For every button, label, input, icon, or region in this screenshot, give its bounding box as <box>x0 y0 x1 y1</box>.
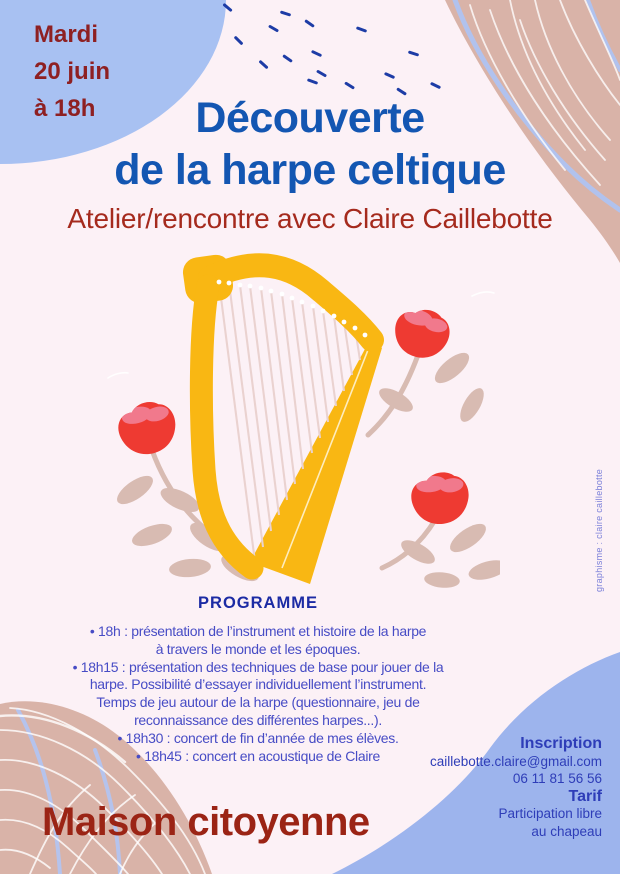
poster-title <box>0 92 620 196</box>
programme-heading: PROGRAMME <box>198 594 318 612</box>
tarif-line-2: au chapeau <box>531 823 602 839</box>
title-line-2: de la harpe celtique <box>114 146 506 194</box>
programme-item-line: harpe. Possibilité d’essayer individuellement l’instrument. <box>89 676 427 693</box>
foliage-right-top-icon <box>368 348 488 435</box>
title-line-1: Découverte <box>195 94 425 142</box>
programme-item-line: • 18h15 : présentation des techniques de base pour jouer de la <box>72 658 444 675</box>
date-line-hour: à 18h <box>34 95 96 122</box>
contact-email: caillebotte.claire@gmail.com <box>429 753 602 769</box>
graphic-design-credit: graphisme : claire caillebotte <box>594 468 604 592</box>
programme-item-line: • 18h45 : concert en acoustique de Claire <box>136 747 380 764</box>
programme-item-line: reconnaissance des différentes harpes...). <box>134 711 382 728</box>
inscription-label: Inscription <box>520 735 602 752</box>
flower-right-mid-icon <box>408 469 472 528</box>
programme-item-line: • 18h30 : concert de fin d’année de mes élèves. <box>117 729 399 746</box>
date-line-weekday: Mardi <box>34 21 99 48</box>
harp-illustration <box>100 250 500 590</box>
flower-right-top-icon <box>390 304 453 363</box>
programme-item-line: • 18h : présentation de l’instrument et histoire de la harpe <box>89 623 427 639</box>
harp-body-icon <box>181 253 382 584</box>
contact-block <box>342 735 602 840</box>
foliage-right-mid-icon <box>382 519 500 590</box>
tarif-label: Tarif <box>568 787 602 805</box>
programme-item-line: Temps de jeu autour de la harpe (questionnaire, jeu de <box>96 694 420 711</box>
date-line-day: 20 juin <box>34 58 111 85</box>
tarif-line-1: Participation libre <box>498 806 602 821</box>
venue-name: Maison citoyenne <box>42 800 370 844</box>
poster-subtitle: Atelier/rencontre avec Claire Caillebotte <box>67 203 553 234</box>
programme-item-line: à travers le monde et les époques. <box>155 640 361 657</box>
flower-left-icon <box>113 396 182 460</box>
contact-phone: 06 11 81 56 56 <box>512 771 602 786</box>
